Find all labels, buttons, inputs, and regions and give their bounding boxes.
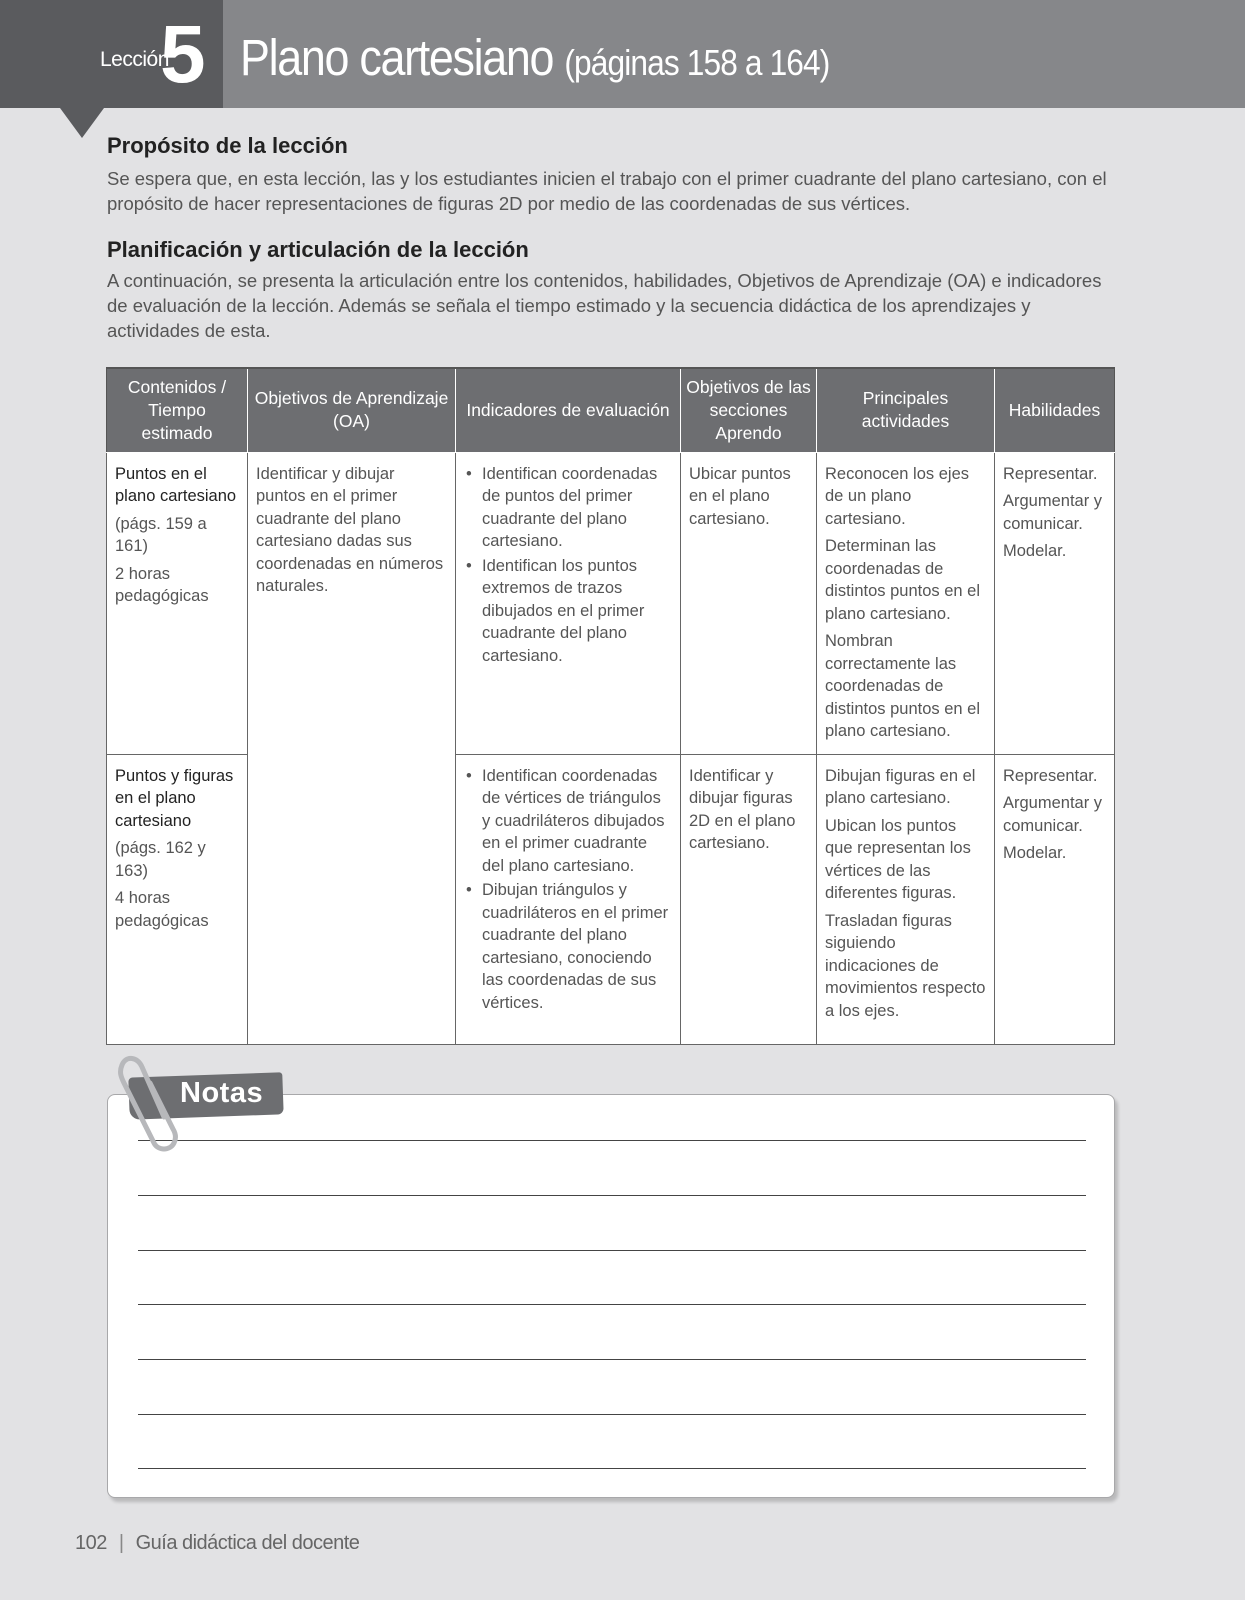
skill-item: Argumentar y comunicar. [1003, 492, 1103, 533]
section-objective-text: Ubicar puntos en el plano cartesiano. [689, 464, 791, 528]
header-activities: Principales actividades [817, 368, 995, 452]
purpose-section [107, 133, 1117, 216]
list-item: • Dibujan triángulos y cuadriláteros en el primer cuadrante del plano cartesiano, conociendo las coordenadas de sus vértices. [464, 879, 672, 1014]
skill-item: Modelar. [1003, 844, 1067, 862]
note-line[interactable] [138, 1140, 1086, 1141]
skill-item: Representar. [1003, 766, 1098, 785]
activity-item: Trasladan figuras siguiendo indicaciones de movimientos respecto a los ejes. [825, 911, 986, 1020]
skill-item: Representar. [1003, 464, 1098, 483]
lesson-title: Plano cartesiano [240, 29, 554, 86]
lesson-number: 5 [160, 9, 206, 100]
lesson-pages: (páginas 158 a 164) [564, 42, 830, 83]
note-line[interactable] [138, 1304, 1086, 1305]
skills-cell [995, 754, 1115, 1044]
paperclip-icon [112, 1045, 192, 1155]
note-line[interactable] [138, 1250, 1086, 1251]
section-objective-cell [681, 754, 817, 1044]
page-number: 102 [75, 1532, 107, 1554]
notes-box [107, 1094, 1115, 1498]
planning-section [107, 237, 1117, 343]
note-line[interactable] [138, 1195, 1086, 1196]
page-footer [75, 1532, 359, 1555]
header-contents: Contenidos / Tiempo estimado [107, 368, 248, 452]
content-time: 2 horas pedagógicas [115, 564, 209, 605]
section-objective-cell [681, 452, 817, 754]
note-line[interactable] [138, 1359, 1086, 1360]
activity-item: Nombran correctamente las coordenadas de distintos puntos en el plano cartesiano. [825, 632, 981, 740]
lesson-label: Lección [100, 48, 169, 71]
oa-text: Identificar y dibujar puntos en el primer cuadrante del plano cartesiano dadas sus coordenadas en números naturales. [256, 464, 444, 595]
activities-cell [817, 754, 995, 1044]
notes-label: Notas [180, 1077, 264, 1109]
header-skills: Habilidades [995, 368, 1115, 452]
activity-item: Ubican los puntos que representan los vértices de las diferentes figuras. [825, 816, 971, 902]
planning-heading: Planificación y articulación de la lección [107, 237, 529, 262]
section-objective-text: Identificar y dibujar figuras 2D en el plano cartesiano. [689, 766, 796, 852]
skill-item: Modelar. [1003, 542, 1067, 560]
list-item: • Identifican coordenadas de vértices de triángulos y cuadriláteros dibujados en el primer cuadrante del plano cartesiano. [464, 765, 672, 878]
skills-cell [995, 452, 1115, 754]
table-row [107, 452, 1115, 754]
page-title [240, 28, 829, 93]
lesson-planning-table [106, 367, 1115, 1045]
content-pages: (págs. 159 a 161) [115, 514, 207, 555]
content-cell [107, 452, 248, 754]
oa-cell [248, 452, 456, 1044]
indicators-list [464, 765, 672, 1015]
activity-item: Reconocen los ejes de un plano cartesiano. [825, 464, 970, 528]
content-title: Puntos y figuras en el plano cartesiano [115, 766, 234, 830]
activity-item: Determinan las coordenadas de distintos puntos en el plano cartesiano. [825, 537, 981, 623]
purpose-text: Se espera que, en esta lección, las y los estudiantes inicien el trabajo con el primer cuadrante del plano cartesiano, con el propósito de hacer representaciones de figuras 2D por medio de las coordenadas de sus vértices. [107, 168, 1107, 214]
skill-item: Argumentar y comunicar. [1003, 794, 1103, 835]
content-cell [107, 754, 248, 1044]
content-title: Puntos en el plano cartesiano [115, 464, 237, 505]
note-line[interactable] [138, 1468, 1086, 1469]
indicators-cell [456, 452, 681, 754]
note-line[interactable] [138, 1414, 1086, 1415]
footer-separator: | [118, 1532, 124, 1554]
list-item: • Identifican los puntos extremos de trazos dibujados en el primer cuadrante del plano cartesiano. [464, 555, 672, 668]
purpose-heading: Propósito de la lección [107, 133, 348, 158]
header-section-objectives: Objetivos de las secciones Aprendo [681, 368, 817, 452]
indicators-cell [456, 754, 681, 1044]
planning-text: A continuación, se presenta la articulación entre los contenidos, habilidades, Objetivos de Aprendizaje (OA) e indicadores de evaluación de la lección. Además se señala el tiempo estimado y la secuencia didáctica de los aprendizajes y actividades de esta. [107, 270, 1102, 341]
table-header-row [107, 368, 1115, 452]
book-title: Guía didáctica del docente [135, 1532, 360, 1554]
activities-cell [817, 452, 995, 754]
header-oa: Objetivos de Aprendizaje (OA) [248, 368, 456, 452]
lesson-badge-pointer [60, 108, 104, 138]
list-item: • Identifican coordenadas de puntos del primer cuadrante del plano cartesiano. [464, 463, 672, 553]
activity-item: Dibujan figuras en el plano cartesiano. [825, 766, 976, 807]
indicators-list [464, 463, 672, 668]
content-time: 4 horas pedagógicas [115, 889, 209, 930]
content-pages: (págs. 162 y 163) [115, 839, 206, 880]
header-indicators: Indicadores de evaluación [456, 368, 681, 452]
